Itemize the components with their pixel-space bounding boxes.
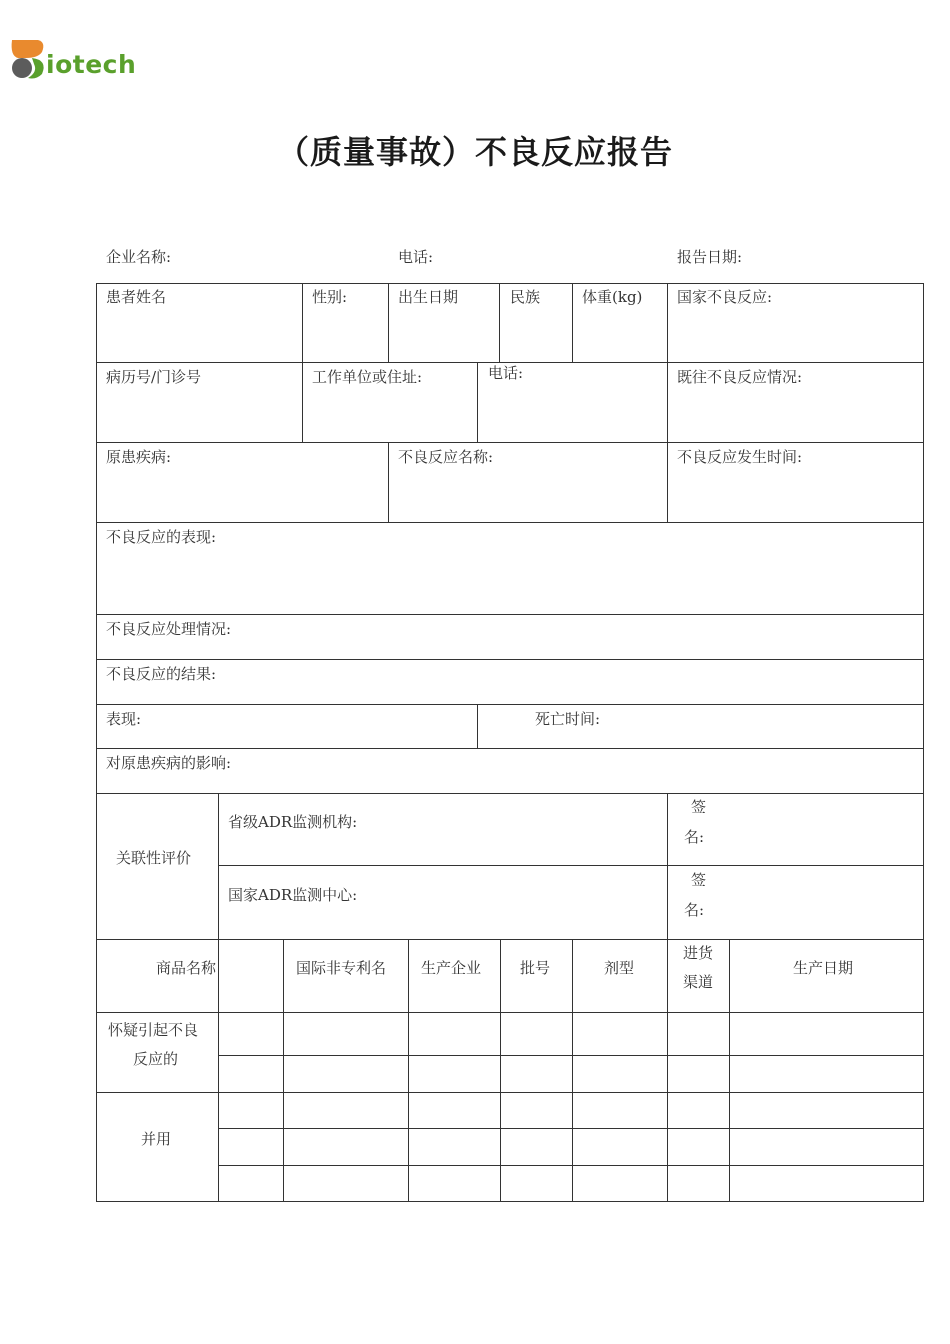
relevance-evaluation-label: 关联性评价	[116, 849, 192, 867]
biotech-logo-mark-icon	[8, 36, 48, 82]
col-purchase-label: 进货	[683, 944, 714, 962]
patient-name-label: 患者姓名	[106, 288, 167, 306]
national-adr-label: 国家ADR监测中心:	[228, 886, 358, 904]
national-sign-name-label: 名:	[684, 901, 705, 919]
disease-impact-label: 对原患疾病的影响:	[106, 754, 232, 772]
report-date-label: 报告日期:	[677, 248, 743, 266]
col-generic-name: 国际非专利名	[296, 959, 387, 977]
ethnicity-label: 民族	[510, 288, 541, 306]
col-dosage-form: 剂型	[604, 959, 635, 977]
logo-text: iotech	[46, 50, 137, 79]
col-production-date: 生产日期	[793, 959, 854, 977]
national-sign-label: 签	[691, 871, 707, 889]
past-adr-label: 既往不良反应情况:	[677, 368, 803, 386]
company-name-label: 企业名称:	[106, 248, 172, 266]
col-product-name: 商品名称	[156, 959, 217, 977]
original-disease-label: 原患疾病:	[106, 448, 172, 466]
suspect-drug-label-line2: 反应的	[133, 1050, 179, 1068]
adr-name-label: 不良反应名称:	[398, 448, 494, 466]
suspect-drug-label-line1: 怀疑引起不良	[108, 1021, 199, 1039]
page-title: （质量事故）不良反应报告	[276, 133, 673, 171]
patient-phone-label: 电话:	[488, 364, 524, 382]
col-channel-label: 渠道	[683, 973, 714, 991]
header-phone-label: 电话:	[398, 248, 434, 266]
birth-date-label: 出生日期	[398, 288, 459, 306]
concomitant-drug-label: 并用	[141, 1130, 172, 1148]
col-manufacturer: 生产企业	[421, 959, 482, 977]
gender-label: 性别:	[312, 288, 348, 306]
provincial-adr-label: 省级ADR监测机构:	[228, 813, 358, 831]
provincial-sign-name-label: 名:	[684, 828, 705, 846]
death-time-label: 死亡时间:	[535, 710, 601, 728]
record-number-label: 病历号/门诊号	[106, 368, 202, 386]
biotech-logo	[8, 36, 153, 82]
weight-label: 体重(kg)	[582, 288, 643, 306]
performance-label: 表现:	[106, 710, 142, 728]
workplace-label: 工作单位或住址:	[312, 368, 423, 386]
col-batch-number: 批号	[520, 959, 551, 977]
adr-result-label: 不良反应的结果:	[106, 665, 217, 683]
provincial-sign-label: 签	[691, 798, 707, 816]
adr-handling-label: 不良反应处理情况:	[106, 620, 232, 638]
family-adr-label: 国家不良反应:	[677, 288, 773, 306]
adr-time-label: 不良反应发生时间:	[677, 448, 803, 466]
adr-manifestation-label: 不良反应的表现:	[106, 528, 217, 546]
